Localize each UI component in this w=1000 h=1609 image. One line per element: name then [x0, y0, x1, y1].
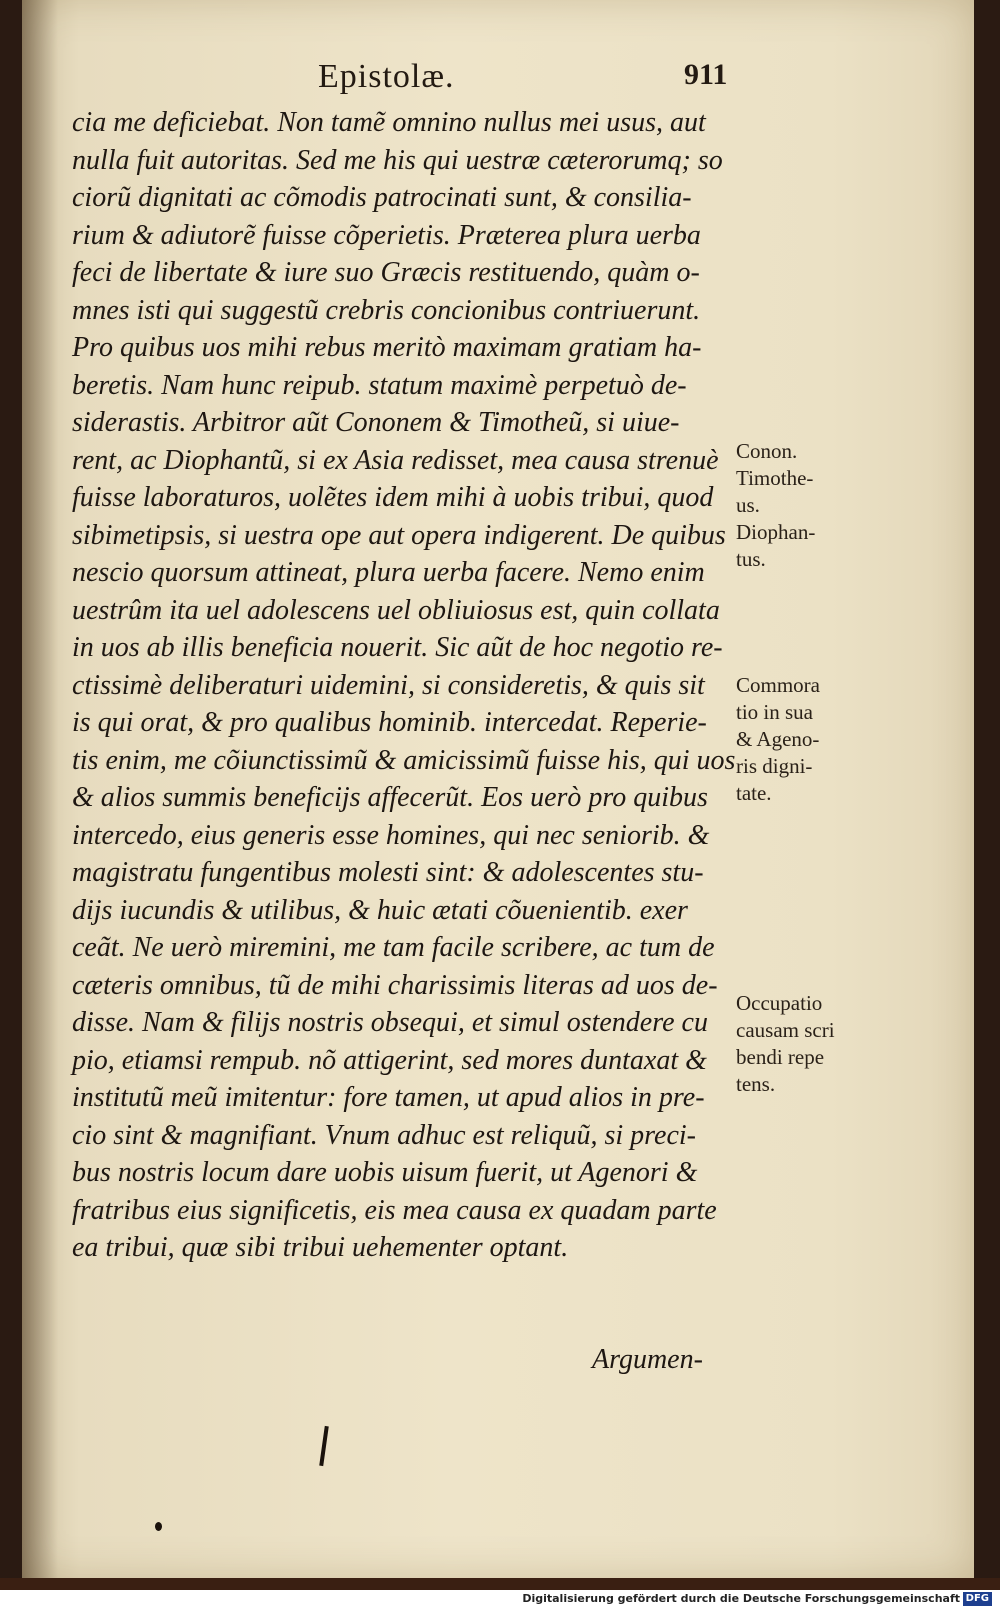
marginal-line: ris digni- — [736, 754, 813, 778]
text-line: & alios summis beneficijs affecerũt. Eos uerò pro quibus — [72, 782, 708, 813]
marginal-line: Occupatio — [736, 991, 823, 1015]
text-line: siderastis. Arbitror aũt Cononem & Timotheũ, si uiue- — [72, 407, 680, 438]
text-line: intercedo, eius generis esse homines, qui nec seniorib. & — [72, 819, 710, 851]
text-line: sibimetipsis, si uestra ope aut opera indigerent. De quibus — [72, 519, 726, 551]
page-bottom-edge — [0, 1578, 1000, 1590]
marginal-note-occupatio — [736, 990, 866, 1098]
marginal-note-commoratio — [736, 672, 866, 807]
text-line: beretis. Nam hunc reipub. statum maximè perpetuò de- — [72, 369, 687, 401]
text-line: fratribus eius significetis, eis mea causa ex quadam parte — [72, 1194, 717, 1226]
marginal-line: tus. — [736, 547, 766, 571]
text-line: ciorũ dignitati ac cõmodis patrocinati sunt, & consilia- — [72, 182, 692, 213]
marginal-line: Commora — [736, 673, 820, 697]
text-line: dijs iucundis & utilibus, & huic ætati cõuenientib. exer — [72, 894, 688, 926]
page-number: 911 — [684, 58, 728, 91]
text-line: uestrûm ita uel adolescens uel obliuiosus est, quin collata — [72, 594, 720, 626]
dfg-logo: DFG — [963, 1592, 992, 1606]
text-line: nescio quorsum attineat, plura uerba facere. Nemo enim — [72, 557, 705, 588]
marginal-line: & Ageno- — [736, 727, 820, 751]
marginal-line: Diophan- — [736, 520, 816, 544]
marginal-line: us. — [736, 493, 760, 517]
marginal-line: tate. — [736, 781, 772, 805]
marginal-line: tio in sua — [736, 700, 813, 724]
running-head: Epistolæ. — [318, 58, 455, 95]
text-line: mnes isti qui suggestũ crebris concionibus contriuerunt. — [72, 294, 701, 326]
text-line: Pro quibus uos mihi rebus meritò maximam gratiam ha- — [72, 332, 702, 363]
digitization-credit: Digitalisierung gefördert durch die Deutsche Forschungsgemeinschaft — [522, 1592, 960, 1605]
marginal-line: Conon. — [736, 439, 798, 463]
text-line: is qui orat, & pro qualibus hominib. intercedat. Reperie- — [72, 707, 707, 738]
text-line: disse. Nam & filijs nostris obsequi, et simul ostendere cu — [72, 1007, 708, 1038]
binding-shadow — [22, 0, 58, 1578]
text-line: rium & adiutorẽ fuisse cõperietis. Præterea plura uerba — [72, 219, 701, 251]
marginal-note-conon — [736, 438, 866, 573]
text-line: ctissimè deliberaturi uidemini, si consideretis, & quis sit — [72, 669, 705, 701]
marginal-line: tens. — [736, 1072, 776, 1096]
text-line: institutũ meũ imitentur: fore tamen, ut apud alios in pre- — [72, 1082, 705, 1113]
text-line: bus nostris locum dare uobis uisum fuerit, ut Agenori & — [72, 1157, 698, 1188]
text-line: nulla fuit autoritas. Sed me his qui uestræ cæterorumq; so — [72, 144, 723, 176]
marginal-line: causam scri — [736, 1018, 835, 1042]
text-line: feci de libertate & iure suo Græcis restituendo, quàm o- — [72, 257, 700, 288]
main-text-block — [72, 104, 736, 1267]
text-line: cæteris omnibus, tũ de mihi charissimis literas ad uos de- — [72, 969, 718, 1001]
text-line: tis enim, me cõiunctissimũ & amicissimũ fuisse his, qui uos — [72, 744, 736, 776]
marginal-line: Timothe- — [736, 466, 814, 490]
text-line: rent, ac Diophantũ, si ex Asia redisset, mea causa strenuè — [72, 444, 719, 476]
text-line: pio, etiamsi rempub. nõ attigerint, sed mores duntaxat & — [72, 1044, 707, 1076]
text-line: fuisse laboraturos, uolẽtes idem mihi à uobis tribui, quod — [72, 482, 714, 513]
ink-dot-mark — [155, 1522, 162, 1531]
text-line: ceãt. Ne uerò miremini, me tam facile scribere, ac tum de — [72, 932, 715, 963]
catchword: Argumen- — [592, 1344, 703, 1375]
text-line: ea tribui, quæ sibi tribui uehementer optant. — [72, 1232, 569, 1263]
text-line: cio sint & magnifiant. Vnum adhuc est reliquũ, si preci- — [72, 1119, 696, 1151]
text-line: in uos ab illis beneficia nouerit. Sic aũt de hoc negotio re- — [72, 632, 723, 663]
marginal-line: bendi repe — [736, 1045, 825, 1069]
text-line: cia me deficiebat. Non tamẽ omnino nullus mei usus, aut — [72, 107, 706, 138]
text-line: magistratu fungentibus molesti sint: & adolescentes stu- — [72, 857, 704, 888]
